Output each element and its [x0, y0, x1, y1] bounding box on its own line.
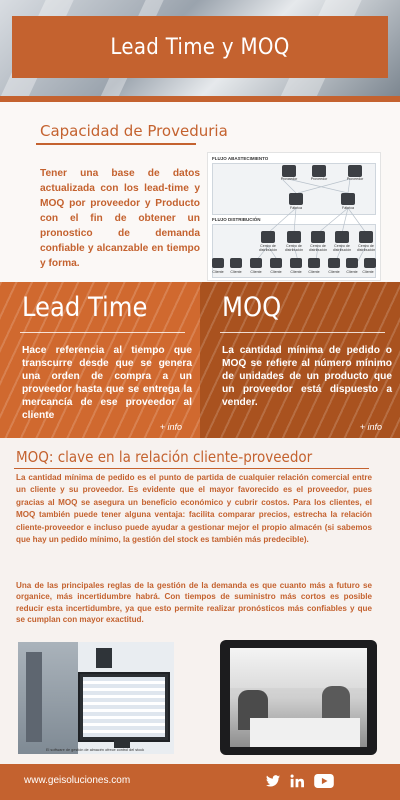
diagram-node-label: Cliente — [346, 270, 358, 274]
title-underline — [20, 332, 185, 333]
supply-chain-diagram — [207, 152, 381, 281]
diagram-node-label: Cliente — [270, 270, 282, 274]
meeting-tablet-photo — [220, 640, 377, 755]
warehouse-column — [26, 652, 42, 742]
tablet-screen — [230, 648, 367, 747]
monitor-screen — [78, 672, 170, 742]
office-wall — [230, 648, 367, 688]
moq-title: MOQ — [222, 292, 282, 323]
diagram-node-label: Fábrica — [290, 206, 302, 210]
lead-time-title: Lead Time — [22, 292, 148, 323]
client-icon — [364, 258, 376, 268]
twitter-icon[interactable] — [266, 772, 280, 790]
client-icon — [328, 258, 340, 268]
provider-icon — [312, 165, 326, 177]
diagram-node-label: Centro de distribución — [284, 244, 304, 252]
warehouse-software-photo — [18, 642, 174, 754]
diagram-section-label: FLUJO ABASTECIMIENTO — [212, 156, 269, 161]
client-icon — [212, 258, 224, 268]
client-icon — [346, 258, 358, 268]
title-underline — [36, 143, 196, 145]
tablet-device — [96, 648, 112, 668]
hero-banner — [0, 0, 400, 96]
meeting-table — [250, 718, 360, 747]
title-underline — [14, 468, 369, 469]
diagram-node-label: Proveedor — [346, 177, 364, 181]
footer — [0, 764, 400, 800]
linkedin-icon[interactable] — [290, 772, 304, 790]
youtube-icon[interactable] — [314, 772, 334, 790]
diagram-node-label: Cliente — [308, 270, 320, 274]
distribution-center-icon — [261, 231, 275, 243]
provider-icon — [348, 165, 362, 177]
diagram-node-label: Centro de distribución — [258, 244, 278, 252]
lead-time-panel — [0, 282, 200, 438]
page-title: Lead Time y MOQ — [12, 16, 388, 78]
title-underline — [220, 332, 385, 333]
factory-icon — [341, 193, 355, 205]
clave-paragraph-2: Una de las principales reglas de la gestión de la demanda es que cuanto más a futuro se organice, más incertidumbre habrá. Con tiempos de suministro más cortos es posible reducir esta incertidumbre, ya que esto permite realizar pronósticos más confiables y que se cumplan con mayor exactitud. — [16, 581, 372, 624]
clave-title: MOQ: clave en la relación cliente-proveedor — [16, 448, 313, 466]
photo-caption: El software de gestión de almacén ofrece control del stock — [46, 748, 145, 752]
distribution-center-icon — [335, 231, 349, 243]
lead-time-more-link[interactable]: + info — [159, 422, 182, 432]
provider-icon — [282, 165, 296, 177]
software-window — [83, 677, 165, 737]
diagram-node-label: Cliente — [328, 270, 340, 274]
moq-text: La cantidad mínima de pedido o MOQ se refiere al número mínimo de unidades de un producto que un proveedor está dispuesto a vender. — [222, 345, 392, 408]
moq-more-link[interactable]: + info — [359, 422, 382, 432]
client-icon — [250, 258, 262, 268]
diagram-node-label: Cliente — [212, 270, 224, 274]
client-icon — [270, 258, 282, 268]
diagram-node-label: Cliente — [362, 270, 374, 274]
distribution-center-icon — [359, 231, 373, 243]
distribution-center-icon — [287, 231, 301, 243]
factory-icon — [289, 193, 303, 205]
distribution-center-icon — [311, 231, 325, 243]
capacidad-text: Tener una base de datos actualizada con los lead-time y MOQ por proveedor y Producto con el fin de obtener un pronostico de demanda confiable y alcanzable en tiempo y forma. — [40, 168, 200, 269]
diagram-node-label: Cliente — [250, 270, 262, 274]
diagram-node-label: Cliente — [230, 270, 242, 274]
diagram-node-label: Cliente — [290, 270, 302, 274]
moq-panel — [200, 282, 400, 438]
capacidad-title: Capacidad de Proveduria — [40, 122, 228, 140]
clave-paragraph-1: La cantidad mínima de pedido es el punto de partida de cualquier relación comercial entre un cliente y su proveedor. Es evidente que el mayor favorecido es el proveedor, pues gracias al MOQ se asegura un beneficio económico y cubrir costos. Para los clientes, el MOQ también puede tener alguna ventaja: facilita comparar precios, estrecha la relación cliente-proveedor e incluso puede ayudar a gestionar mejor el propio almacén (si sabemos que hay un pedido mínimo, la gestión del stock es también más predecible). — [16, 473, 372, 545]
lead-time-text: Hace referencia al tiempo que transcurre desde que se genera una orden de compra a un proveedor hasta que se entrega la mercancía de ese proveedor al cliente — [22, 345, 192, 421]
diagram-node-label: Proveedor — [280, 177, 298, 181]
diagram-node-label: Centro de distribución — [356, 244, 376, 252]
client-icon — [290, 258, 302, 268]
diagram-node-label: Centro de distribución — [308, 244, 328, 252]
diagram-section-label: FLUJO DISTRIBUCIÓN — [212, 217, 261, 222]
diagram-node-label: Proveedor — [310, 177, 328, 181]
client-icon — [230, 258, 242, 268]
client-icon — [308, 258, 320, 268]
monitor-stand — [114, 738, 130, 748]
diagram-node-label: Fábrica — [342, 206, 354, 210]
diagram-node-label: Centro de distribución — [332, 244, 352, 252]
website-link[interactable]: www.geisoluciones.com — [24, 775, 131, 786]
